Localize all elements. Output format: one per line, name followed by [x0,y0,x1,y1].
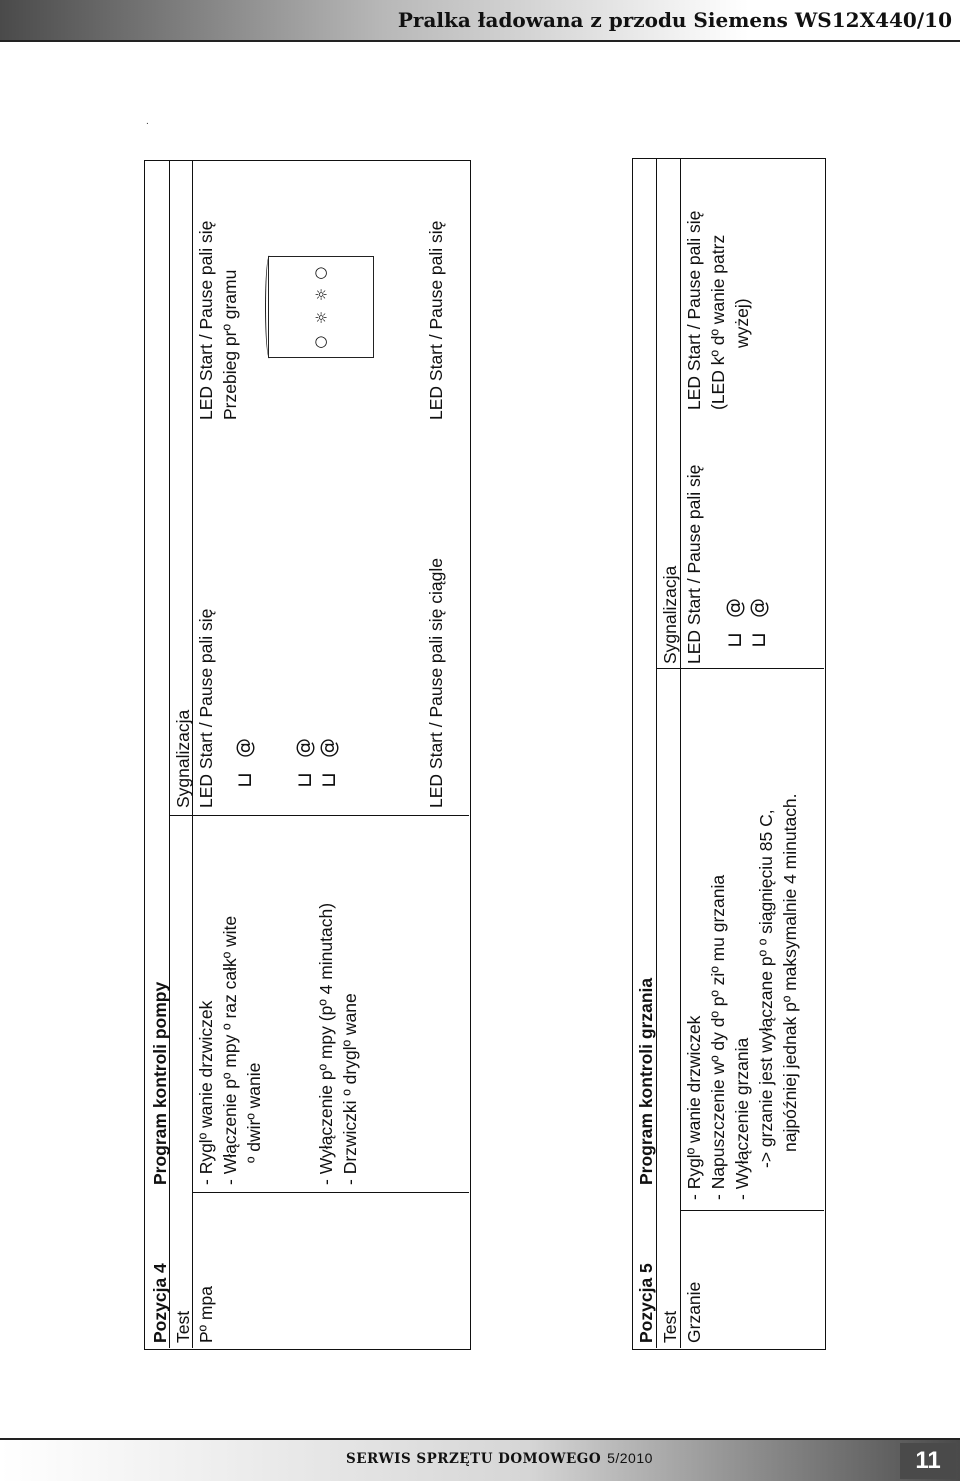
footer-date: 5/2010 [607,1450,653,1466]
lamp-blink-icon: ☼ [314,309,328,327]
header-rule [0,40,960,42]
stray-mark: . [146,116,149,127]
table4-col-line [192,1192,469,1193]
tub-icon: ⊔ [721,632,746,648]
table5-right-note: (LED kº dº wanie patrz [708,234,728,410]
table4-line: - Wyłączenie pº mpy (pº 4 minutach) [316,902,336,1185]
table4-signal-led: LED Start / Pause pali się [196,608,216,808]
tub-icon: ⊔ [291,772,316,788]
table4-col-test: Test [173,1310,193,1343]
lamp-blink-icon: ☼ [314,286,328,304]
table4-title: Program kontroli pompy [150,981,170,1185]
table4-col-line [169,815,469,816]
tub-icon: ⊔ [315,772,340,788]
table5-col-line [680,1210,824,1211]
lamp-panel [268,256,374,358]
lamp-off-icon: ○ [314,263,328,281]
table4-col-signal: Sygnalizacja [173,709,193,808]
spin-icon: @ [746,598,770,618]
document-title: Pralka ładowana z przodu Siemens WS12X440/10 [397,8,952,32]
spin-icon: @ [316,738,340,758]
table5-line: - Wyłączenie grzania [732,1037,752,1200]
spin-icon: @ [292,738,316,758]
table4-right-led: LED Start / Pause pali się [196,220,216,420]
table5-line: -> grzanie jest wyłączane pº º siągnięciu 85 C, [756,809,776,1168]
table5-col-line [656,668,824,669]
tub-icon: ⊔ [231,772,256,788]
table5-line: - Napuszczenie wº dy dº pº ziº mu grzania [708,874,728,1200]
table4-right-program: Przebieg prº gramu [220,269,240,420]
footer-text [346,1450,653,1467]
table5-line: - Ryglº wanie drzwiczek [684,1015,704,1200]
table4-line: - Drzwiczki º dryglº wane [340,993,360,1185]
tub-icon: ⊔ [745,632,770,648]
table5-right-led: LED Start / Pause pali się [684,210,704,410]
table5-line: najpóźniej jednak pº maksymalnie 4 minutach. [780,793,800,1152]
table4-right-led-2: LED Start / Pause pali się [426,220,446,420]
spin-icon: @ [232,738,256,758]
header-bar [0,0,960,40]
page-number: 11 [900,1443,956,1479]
table4-line: - Ryglº wanie drzwiczek [196,1000,216,1185]
spin-icon: @ [722,598,746,618]
table5-row-line [680,158,681,1348]
table5-right-note-end: wyżej) [732,298,752,348]
table5-signal-led: LED Start / Pause pali się [684,464,704,664]
table4-position-label: Pozycja 4 [150,1263,170,1343]
table5-title: Program kontroli grzania [636,977,656,1185]
table5-position-label: Pozycja 5 [636,1263,656,1343]
table5-row-name: Grzanie [684,1281,704,1343]
footer-brand: SERWIS SPRZĘTU DOMOWEGO [346,1451,602,1467]
lamp-off-icon: ○ [314,332,328,350]
table4-signal-continuous: LED Start / Pause pali się ciągle [426,558,446,808]
table5-col-test: Test [660,1310,680,1343]
table4-line: - Włączenie pº mpy º raz całkº wite [220,915,240,1185]
table4-line: º dwirº wanie [244,1062,264,1163]
table4-row-name: Pº mpa [196,1286,216,1343]
table5-col-signal: Sygnalizacja [660,565,680,664]
